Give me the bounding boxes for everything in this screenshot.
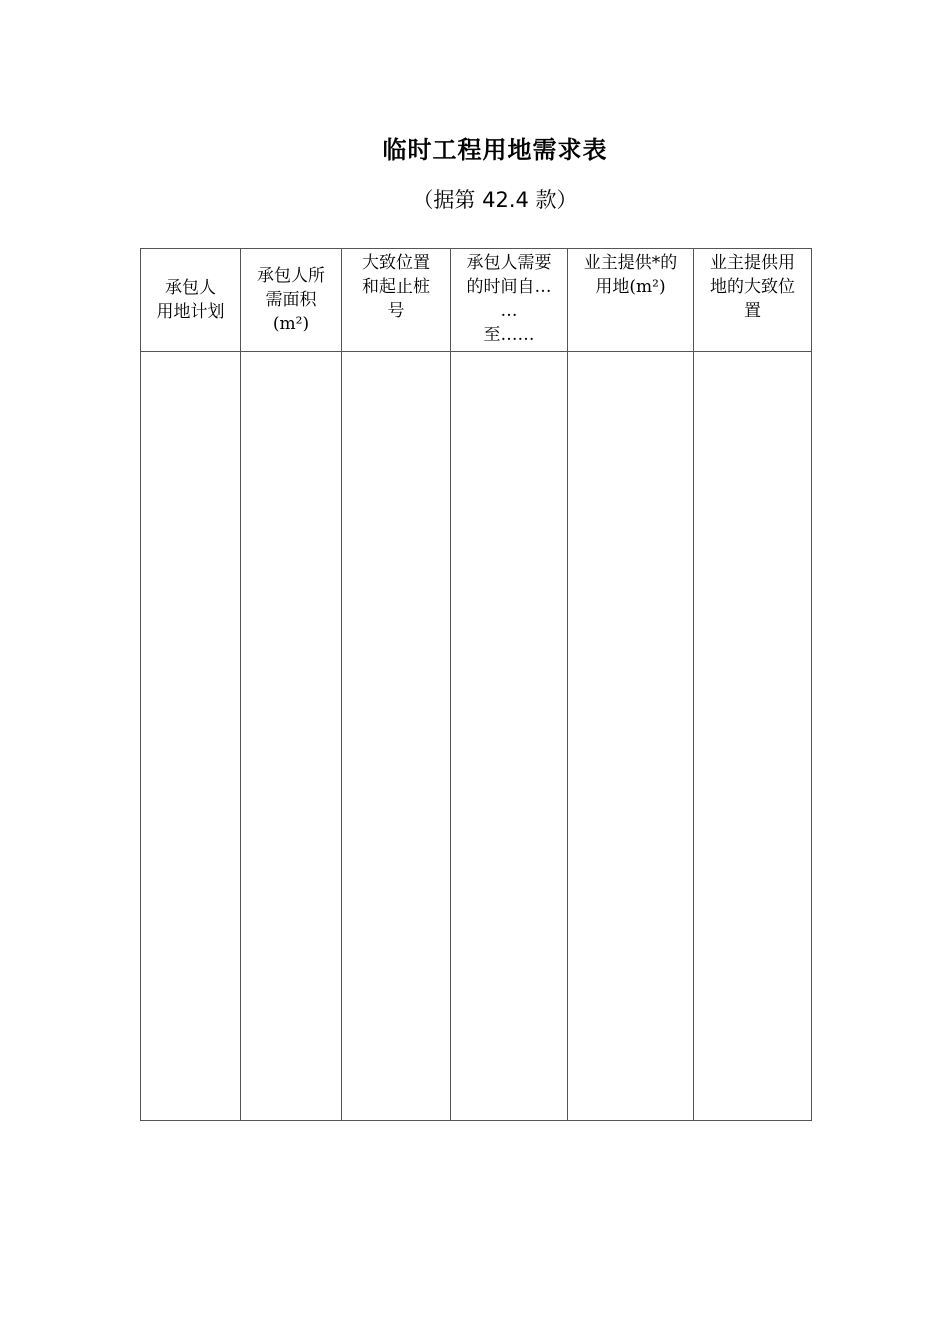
table-cell[interactable] <box>241 352 342 1121</box>
header-required-area: 承包人所 需面积 (m²) <box>241 249 342 352</box>
header-owner-provided-land: 业主提供*的 用地(m²) <box>568 249 694 352</box>
table-cell[interactable] <box>694 352 812 1121</box>
document-subtitle: （据第 42.4 款） <box>412 188 578 212</box>
land-requirement-table <box>140 248 812 1121</box>
table-row <box>141 352 812 1121</box>
table-cell[interactable] <box>141 352 241 1121</box>
header-land-plan: 承包人 用地计划 <box>141 249 241 352</box>
header-location-stakes: 大致位置 和起止桩 号 <box>342 249 451 352</box>
table-header-row <box>141 249 812 352</box>
table-cell[interactable] <box>342 352 451 1121</box>
table-cell[interactable] <box>451 352 568 1121</box>
header-required-time: 承包人需要 的时间自… … 至…… <box>451 249 568 352</box>
document-title: 临时工程用地需求表 <box>382 136 608 164</box>
table-cell[interactable] <box>568 352 694 1121</box>
header-owner-land-location: 业主提供用 地的大致位 置 <box>694 249 812 352</box>
